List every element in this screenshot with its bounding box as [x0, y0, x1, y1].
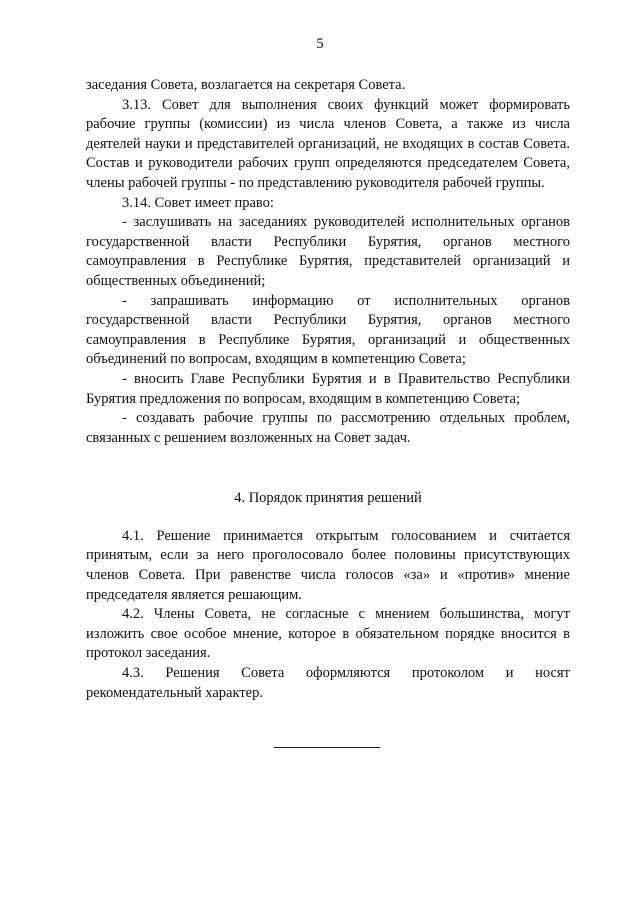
paragraph-continuation: заседания Совета, возлагается на секретаря Совета. — [86, 77, 406, 93]
paragraph-3-14-intro: 3.14. Совет имеет право: — [122, 194, 274, 211]
section-heading: 4. Порядок принятия решений — [234, 490, 422, 507]
paragraph-4-1: 4.1. Решение принимается открытым голосованием и считается принятым, если за него проголосовало более половины присутствующих членов Совета. При равенстве числа голосов «за» и «против» мнение председателя является решающим. — [86, 527, 570, 603]
right-item: - создавать рабочие группы по рассмотрению отдельных проблем, связанных с решением возложенных на Совет задач. — [86, 410, 570, 446]
paragraph-3-13: 3.13. Совет для выполнения своих функций может формировать рабочие группы (комиссии) из числа членов Совета, а также из числа деятелей науки и представителей организаций, не входящих в состав Совета. Состав и руководители рабочих групп определяются председателем Совета, члены рабочей группы - по представлению руководителя рабочей группы. — [86, 96, 570, 191]
page-number: 5 — [316, 36, 324, 52]
document-body — [86, 76, 570, 703]
right-item: - запрашивать информацию от исполнительных органов государственной власти Республики Бурятия, органов местного самоуправления в Республике Бурятия, организаций и общественных объединений по вопросам, входящим в компетенцию Совета; — [86, 292, 570, 368]
right-item: - вносить Главе Республики Бурятия и в Правительство Республики Бурятия предложения по вопросам, входящим в компетенцию Совета; — [86, 370, 570, 407]
right-item: - заслушивать на заседаниях руководителей исполнительных органов государственной власти Республики Бурятия, органов местного самоуправления в Республике Бурятия, представителей организаций и общественных объединений; — [86, 214, 570, 289]
paragraph-4-2: 4.2. Члены Совета, не согласные с мнением большинства, могут изложить свое особое мнение, которое в обязательном порядке вносится в протокол заседания. — [86, 606, 570, 662]
end-divider — [274, 747, 380, 748]
paragraph-4-3: 4.3. Решения Совета оформляются протоколом и носят рекомендательный характер. — [86, 665, 570, 701]
